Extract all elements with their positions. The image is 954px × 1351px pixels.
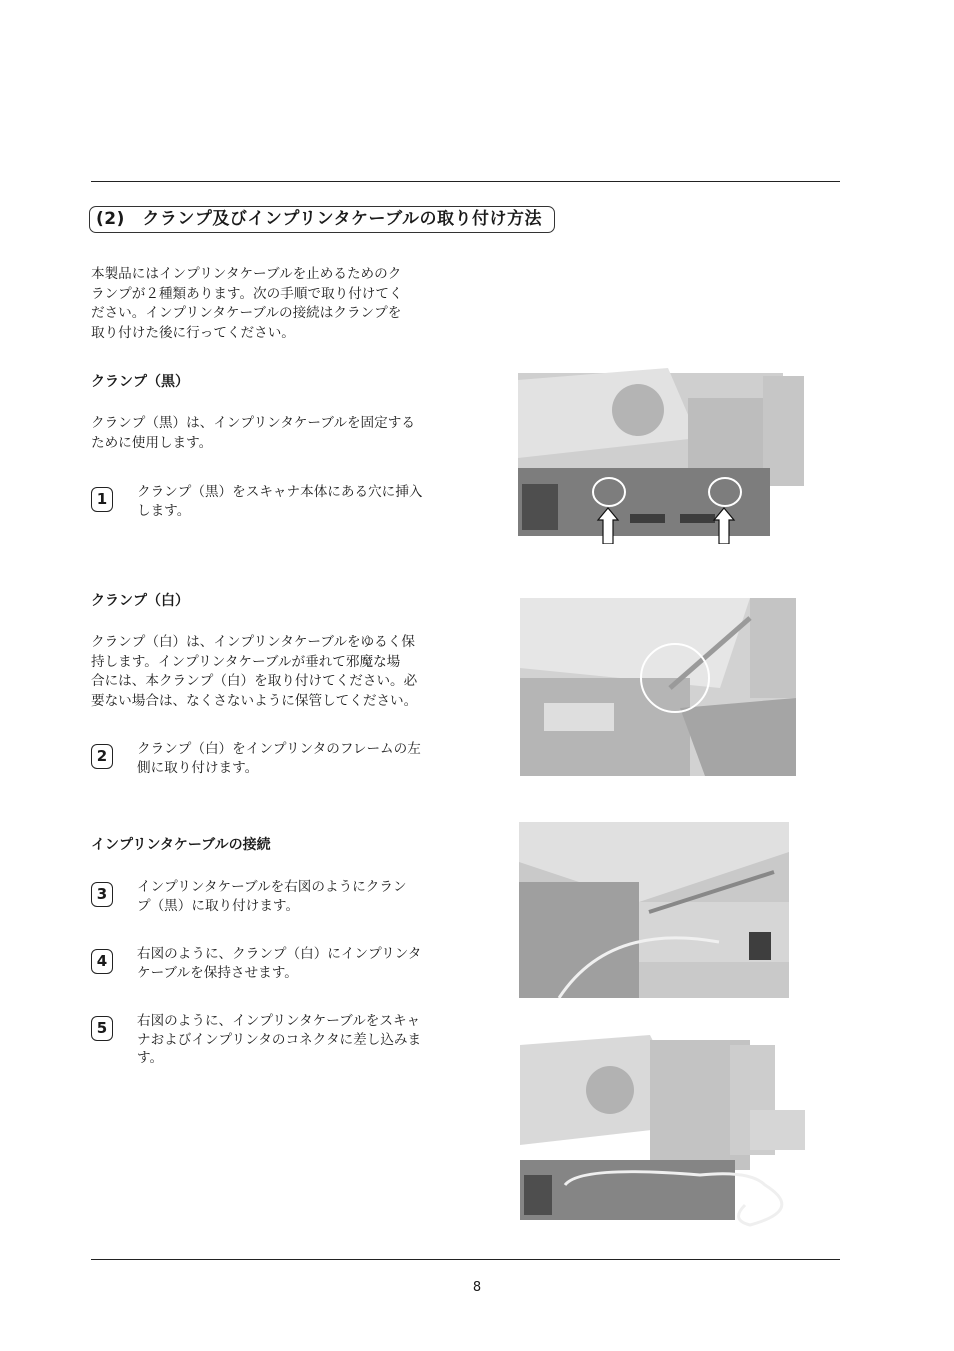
photo-black-clamp-holes: [518, 368, 804, 544]
photo-cable-connection: [520, 1035, 805, 1230]
step-line: 右図のように、クランプ（白）にインプリンタ: [137, 946, 422, 962]
intro-line: ださい。インプリンタケーブルの接続はクランプを: [91, 305, 402, 321]
step-number: 5: [91, 1016, 113, 1041]
description-line: 持します。インプリンタケーブルが垂れて邪魔な場: [91, 653, 401, 670]
intro-line: ランプが２種類あります。次の手順で取り付けてく: [91, 285, 403, 302]
step-number: 2: [91, 744, 113, 769]
top-rule: [91, 181, 840, 182]
photo-cable-clamp: [519, 822, 789, 998]
step-line: す。: [137, 1050, 164, 1066]
step-text: [137, 483, 459, 520]
page-number: 8: [472, 1280, 482, 1295]
step-number: 1: [91, 487, 113, 512]
description-line: クランプ（黒）は、インプリンタケーブルを固定する: [91, 415, 415, 431]
step-text: [137, 878, 459, 915]
intro-line: 取り付けた後に行ってください。: [91, 324, 295, 341]
step-line: クランプ（白）をインプリンタのフレームの左: [137, 741, 421, 757]
step-line: 右図のように、インプリンタケーブルをスキャ: [137, 1013, 421, 1029]
step-text: [137, 1012, 459, 1068]
black-clamp-heading: クランプ（黒）: [91, 374, 189, 390]
step-number: 3: [91, 882, 113, 907]
step-number: 4: [91, 949, 113, 974]
step-line: ナおよびインプリンタのコネクタに差し込みま: [137, 1031, 422, 1048]
intro-line: 本製品にはインプリンタケーブルを止めるためのク: [91, 266, 402, 282]
step-line: ケーブルを保持させます。: [137, 964, 298, 981]
description-line: 合には、本クランプ（白）を取り付けてください。必: [91, 673, 418, 689]
black-clamp-description: [91, 414, 461, 453]
step-text: [137, 740, 459, 777]
description-line: 要ない場合は、なくさないように保管してください。: [91, 692, 418, 709]
white-clamp-description: [91, 633, 461, 711]
step-line: プ（黒）に取り付けます。: [137, 897, 300, 914]
description-line: ために使用します。: [91, 434, 213, 451]
step-line: インプリンタケーブルを右図のようにクラン: [137, 879, 407, 895]
bottom-rule: [91, 1259, 840, 1260]
step-line: 側に取り付けます。: [137, 759, 259, 776]
step-line: します。: [137, 502, 191, 519]
white-clamp-heading: クランプ（白）: [91, 593, 189, 609]
description-line: クランプ（白）は、インプリンタケーブルをゆるく保: [91, 634, 415, 650]
intro-paragraph: [91, 265, 461, 343]
step-text: [137, 945, 459, 982]
cable-connection-heading: インプリンタケーブルの接続: [91, 837, 271, 853]
photo-white-clamp: [520, 598, 796, 776]
step-line: クランプ（黒）をスキャナ本体にある穴に挿入: [137, 484, 423, 500]
section-title: (2) クランプ及びインプリンタケーブルの取り付け方法: [89, 206, 555, 233]
